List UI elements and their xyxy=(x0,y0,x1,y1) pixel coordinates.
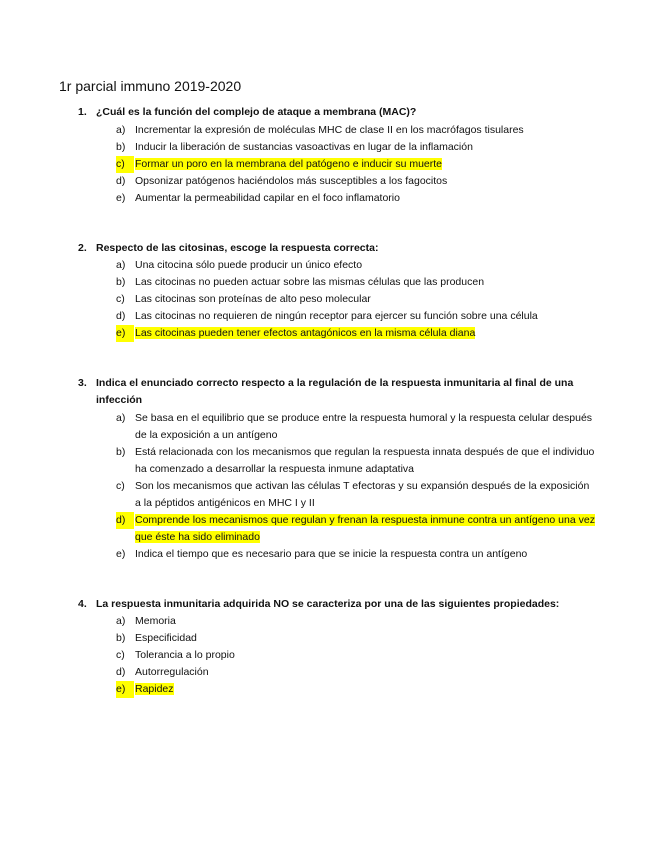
option-a xyxy=(116,410,596,444)
option-d xyxy=(116,173,606,190)
option-letter: a) xyxy=(116,124,126,136)
option-b xyxy=(116,630,606,647)
question-2-options xyxy=(116,257,606,342)
document-title: 1r parcial immuno 2019-2020 xyxy=(59,78,242,94)
option-b xyxy=(116,274,606,291)
option-a xyxy=(116,122,606,139)
question-number: 3. xyxy=(78,377,87,389)
option-text: Memoria xyxy=(135,615,176,627)
option-a xyxy=(116,257,606,274)
option-c xyxy=(116,291,606,308)
option-letter: a) xyxy=(116,615,126,627)
option-text: Las citocinas son proteínas de alto peso molecular xyxy=(135,293,371,305)
option-e-highlighted xyxy=(116,325,606,342)
option-text: Formar un poro en la membrana del patógeno e inducir su muerte xyxy=(135,158,443,170)
option-letter: d) xyxy=(116,175,126,187)
option-e xyxy=(116,546,596,563)
option-text: Aumentar la permeabilidad capilar en el foco inflamatorio xyxy=(135,192,400,204)
option-text: Indica el tiempo que es necesario para que se inicie la respuesta contra un antígeno xyxy=(135,548,528,560)
option-letter: e) xyxy=(116,192,126,204)
option-letter: a) xyxy=(116,259,126,271)
option-text: Está relacionada con los mecanismos que regulan la respuesta innata después de que el individuo ha comenzado a desarrollar la respuesta inmune adaptativa xyxy=(135,446,595,475)
option-text: Tolerancia a lo propio xyxy=(135,649,235,661)
option-letter: b) xyxy=(116,446,126,458)
option-text: Comprende los mecanismos que regulan y frenan la respuesta inmune contra un antígeno una vez que éste ha sido eliminado xyxy=(135,514,595,543)
option-text: Autorregulación xyxy=(135,666,209,678)
question-text: Respecto de las citosinas, escoge la respuesta correcta: xyxy=(96,242,379,254)
option-text: Las citocinas pueden tener efectos antagónicos en la misma célula diana xyxy=(135,327,476,339)
option-letter: d) xyxy=(116,310,126,322)
question-number: 1. xyxy=(78,106,87,118)
option-text: Incrementar la expresión de moléculas MHC de clase II en los macrófagos tisulares xyxy=(135,124,524,136)
option-letter: b) xyxy=(116,276,126,288)
option-letter: e) xyxy=(116,548,126,560)
option-b xyxy=(116,139,606,156)
question-text: ¿Cuál es la función del complejo de ataque a membrana (MAC)? xyxy=(96,106,417,118)
option-text: Inducir la liberación de sustancias vasoactivas en lugar de la inflamación xyxy=(135,141,473,153)
option-text: Rapidez xyxy=(135,683,174,695)
question-text: La respuesta inmunitaria adquirida NO se caracteriza por una de las siguientes propiedades: xyxy=(96,598,560,610)
question-1-options xyxy=(116,122,606,207)
option-letter: d) xyxy=(116,666,126,678)
question-4-heading xyxy=(78,596,618,613)
option-letter: c) xyxy=(116,649,125,661)
option-d-highlighted xyxy=(116,512,596,546)
option-letter: c) xyxy=(116,293,125,305)
question-number: 4. xyxy=(78,598,87,610)
option-letter: c) xyxy=(116,480,125,492)
option-text: Se basa en el equilibrio que se produce entre la respuesta humoral y la respuesta celular después de la exposición a un antígeno xyxy=(135,412,593,441)
option-a xyxy=(116,613,606,630)
option-b xyxy=(116,444,596,478)
option-letter: b) xyxy=(116,632,126,644)
question-number: 2. xyxy=(78,242,87,254)
option-c-highlighted xyxy=(116,156,606,173)
option-c xyxy=(116,478,596,512)
option-letter: b) xyxy=(116,141,126,153)
option-text: Especificidad xyxy=(135,632,197,644)
option-letter: e) xyxy=(116,681,134,698)
option-e xyxy=(116,190,606,207)
option-c xyxy=(116,647,606,664)
option-letter: a) xyxy=(116,412,126,424)
option-text: Las citocinas no requieren de ningún receptor para ejercer su función sobre una célula xyxy=(135,310,538,322)
question-3-options xyxy=(116,410,596,563)
option-e-highlighted xyxy=(116,681,606,698)
option-letter: e) xyxy=(116,325,134,342)
option-d xyxy=(116,664,606,681)
option-letter: c) xyxy=(116,156,134,173)
option-letter: d) xyxy=(116,512,134,529)
option-text: Opsonizar patógenos haciéndolos más susceptibles a los fagocitos xyxy=(135,175,448,187)
option-text: Una citocina sólo puede producir un único efecto xyxy=(135,259,363,271)
question-2-heading xyxy=(78,240,598,257)
option-d xyxy=(116,308,606,325)
question-text: Indica el enunciado correcto respecto a la regulación de la respuesta inmunitaria al final de una infección xyxy=(96,377,574,406)
option-text: Son los mecanismos que activan las células T efectoras y su expansión después de la exposición a la péptidos antigénicos en MHC I y II xyxy=(135,480,590,509)
question-4-options xyxy=(116,613,606,698)
question-3-heading xyxy=(78,375,588,409)
option-text: Las citocinas no pueden actuar sobre las mismas células que las producen xyxy=(135,276,485,288)
question-1-heading xyxy=(78,104,598,121)
